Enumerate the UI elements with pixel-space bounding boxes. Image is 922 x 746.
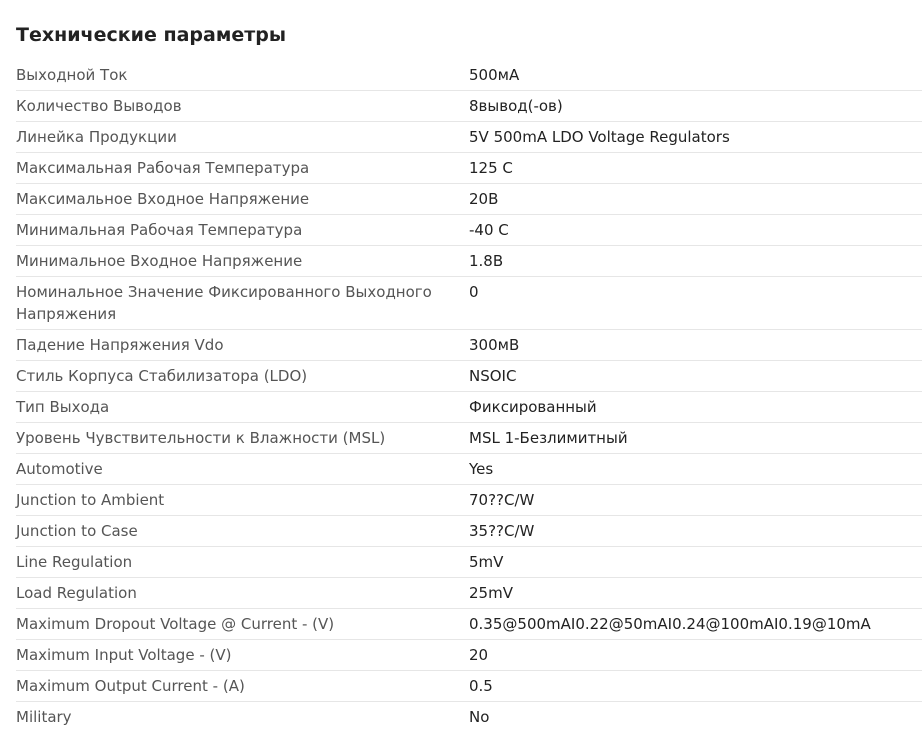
table-row: [16, 423, 922, 454]
table-row: [16, 246, 922, 277]
spec-label: Уровень Чувствительности к Влажности (MSL): [16, 423, 469, 454]
table-row: [16, 640, 922, 671]
spec-label: Количество Выводов: [16, 91, 469, 122]
spec-value: 500мА: [469, 60, 922, 91]
spec-value: 20: [469, 640, 922, 671]
spec-label: Выходной Ток: [16, 60, 469, 91]
spec-label: Номинальное Значение Фиксированного Выходного Напряжения: [16, 277, 469, 330]
table-row: [16, 60, 922, 91]
spec-value: 1.8В: [469, 246, 922, 277]
table-row: [16, 454, 922, 485]
spec-value: 25mV: [469, 578, 922, 609]
spec-label: Maximum Input Voltage - (V): [16, 640, 469, 671]
spec-label: Линейка Продукции: [16, 122, 469, 153]
spec-label: Maximum Dropout Voltage @ Current - (V): [16, 609, 469, 640]
spec-label: Минимальная Рабочая Температура: [16, 215, 469, 246]
table-row: [16, 330, 922, 361]
spec-value: 0.35@500mAI0.22@50mAI0.24@100mAI0.19@10mA: [469, 609, 922, 640]
spec-value: Фиксированный: [469, 392, 922, 423]
spec-label: Load Regulation: [16, 578, 469, 609]
spec-value: 125 C: [469, 153, 922, 184]
spec-label: Maximum Output Current - (A): [16, 671, 469, 702]
spec-label: Тип Выхода: [16, 392, 469, 423]
section-title: Технические параметры: [16, 24, 287, 46]
table-row: [16, 122, 922, 153]
table-row: [16, 392, 922, 423]
table-row: [16, 702, 922, 733]
table-row: [16, 184, 922, 215]
spec-value: 5mV: [469, 547, 922, 578]
spec-label: Стиль Корпуса Стабилизатора (LDO): [16, 361, 469, 392]
spec-label: Максимальное Входное Напряжение: [16, 184, 469, 215]
specs-table-body: [16, 60, 922, 732]
spec-value: 20В: [469, 184, 922, 215]
spec-value: Yes: [469, 454, 922, 485]
specs-table: [16, 60, 922, 732]
table-row: [16, 671, 922, 702]
spec-value: -40 C: [469, 215, 922, 246]
table-row: [16, 153, 922, 184]
table-row: [16, 547, 922, 578]
table-row: [16, 277, 922, 330]
table-row: [16, 609, 922, 640]
spec-value: MSL 1-Безлимитный: [469, 423, 922, 454]
spec-value: 0: [469, 277, 922, 330]
spec-label: Падение Напряжения Vdo: [16, 330, 469, 361]
spec-value: 70??C/W: [469, 485, 922, 516]
table-row: [16, 485, 922, 516]
table-row: [16, 578, 922, 609]
spec-value: 35??C/W: [469, 516, 922, 547]
spec-value: 300мВ: [469, 330, 922, 361]
spec-label: Junction to Case: [16, 516, 469, 547]
table-row: [16, 361, 922, 392]
spec-value: 0.5: [469, 671, 922, 702]
spec-label: Junction to Ambient: [16, 485, 469, 516]
table-row: [16, 91, 922, 122]
spec-label: Line Regulation: [16, 547, 469, 578]
spec-value: 5V 500mA LDO Voltage Regulators: [469, 122, 922, 153]
spec-label: Military: [16, 708, 72, 726]
spec-value: NSOIC: [469, 361, 922, 392]
table-row: [16, 516, 922, 547]
spec-label: Максимальная Рабочая Температура: [16, 153, 469, 184]
spec-value: 8вывод(-ов): [469, 91, 922, 122]
table-row: [16, 215, 922, 246]
spec-label: Automotive: [16, 454, 469, 485]
spec-label: Минимальное Входное Напряжение: [16, 246, 469, 277]
spec-value: No: [469, 708, 490, 726]
